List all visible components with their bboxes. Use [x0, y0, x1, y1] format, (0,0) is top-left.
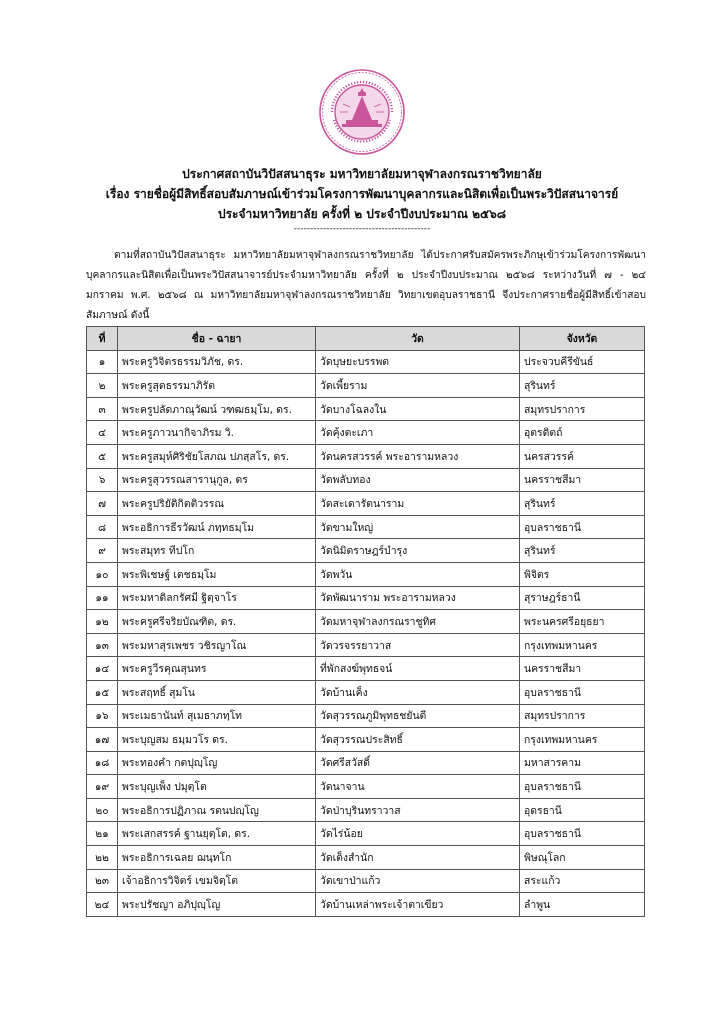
table-row: [87, 704, 645, 728]
candidate-name: พระครูปลัดภาณุวัฒน์ วฑฒธมฺโม, ดร.: [118, 397, 316, 421]
candidate-name: พระครูสมุห์ศิริชัยโสภณ ปภสฺสโร, ดร.: [118, 444, 316, 468]
row-number: ๑๙: [87, 775, 118, 799]
candidate-name: พระบุญเพ็ง ปมุตฺโต: [118, 775, 316, 799]
candidate-name: พระครูสุวรรณสารานุกูล, ดร: [118, 468, 316, 492]
candidate-name: เจ้าอธิการวิจิตร์ เขมจิตฺโต: [118, 869, 316, 893]
temple-name: วัดสุวรรณภูมิพุทธชยันตี: [316, 704, 520, 728]
temple-name: ที่พักสงฆ์พุทธจน์: [316, 657, 520, 681]
table-header-row: [87, 327, 645, 351]
header-province: จังหวัด: [520, 327, 645, 351]
header-temple: วัด: [316, 327, 520, 351]
announcement-subtitle: ประจำมหาวิทยาลัย ครั้งที่ ๒ ประจำปีงบประมาณ ๒๕๖๘: [217, 207, 507, 221]
row-number: ๓: [87, 397, 118, 421]
province-name: อุบลราชธานี: [520, 775, 645, 799]
table-row: [87, 798, 645, 822]
divider-rule: ------------------------------------------: [293, 224, 431, 234]
row-number: ๑๑: [87, 586, 118, 610]
province-name: ประจวบคีรีขันธ์: [520, 350, 645, 374]
row-number: ๑๘: [87, 751, 118, 775]
candidate-name: พระครูวิจิตรธรรมวิภัช, ดร.: [118, 350, 316, 374]
temple-name: วัดนิมิตราษฎร์บำรุง: [316, 539, 520, 563]
province-name: นครราชสีมา: [520, 468, 645, 492]
row-number: ๒๔: [87, 893, 118, 917]
province-name: พระนครศรีอยุธยา: [520, 610, 645, 634]
province-name: สุรินทร์: [520, 539, 645, 563]
table-row: [87, 397, 645, 421]
row-number: ๒: [87, 374, 118, 398]
table-row: [87, 468, 645, 492]
province-name: กรุงเทพมหานคร: [520, 633, 645, 657]
row-number: ๑๓: [87, 633, 118, 657]
candidate-name: พระมหาสุรเพชร วชิรญาโณ: [118, 633, 316, 657]
header-number: ที่: [87, 327, 118, 351]
table-row: [87, 444, 645, 468]
temple-name: วัดวรจรรยาวาส: [316, 633, 520, 657]
table-row: [87, 421, 645, 445]
province-name: มหาสารคาม: [520, 751, 645, 775]
row-number: ๒๒: [87, 846, 118, 870]
candidate-name: พระบุญสม ธมฺมวโร ดร.: [118, 728, 316, 752]
temple-name: วัดพัฒนาราม พระอารามหลวง: [316, 586, 520, 610]
table-row: [87, 633, 645, 657]
candidate-name: พระสฤทธิ์ สุมโน: [118, 680, 316, 704]
temple-name: วัดสะเดารัตนาราม: [316, 492, 520, 516]
candidate-name: พระเสกสรรค์ ฐานยุตฺโต, ดร.: [118, 822, 316, 846]
table-row: [87, 657, 645, 681]
province-name: สุรินทร์: [520, 374, 645, 398]
row-number: ๑๒: [87, 610, 118, 634]
table-row: [87, 515, 645, 539]
province-name: อุบลราชธานี: [520, 515, 645, 539]
row-number: ๑๐: [87, 562, 118, 586]
candidate-name: พระครูสุตธรรมาภิรัต: [118, 374, 316, 398]
table-row: [87, 586, 645, 610]
temple-name: วัดบ้านเค็ง: [316, 680, 520, 704]
temple-name: วัดป่าบุรินทราวาส: [316, 798, 520, 822]
candidate-name: พระสมุทร ทีปโก: [118, 539, 316, 563]
table-row: [87, 728, 645, 752]
temple-name: วัดเต็งสำนัก: [316, 846, 520, 870]
row-number: ๔: [87, 421, 118, 445]
announcement-title: ประกาศสถาบันวิปัสสนาธุระ มหาวิทยาลัยมหาจุฬาลงกรณราชวิทยาลัย: [182, 167, 542, 181]
university-seal: [318, 68, 406, 156]
province-name: พิจิตร: [520, 562, 645, 586]
province-name: สระแก้ว: [520, 869, 645, 893]
temple-name: วัดบ้านเหล่าพระเจ้าตาเขียว: [316, 893, 520, 917]
row-number: ๑๗: [87, 728, 118, 752]
province-name: นครสวรรค์: [520, 444, 645, 468]
candidate-name: พระอธิการธีรวัฒน์ ภทฺทธมฺโม: [118, 515, 316, 539]
row-number: ๒๑: [87, 822, 118, 846]
row-number: ๑๖: [87, 704, 118, 728]
candidate-name: พระครูภาวนากิจาภิรม วิ.: [118, 421, 316, 445]
row-number: ๕: [87, 444, 118, 468]
row-number: ๖: [87, 468, 118, 492]
province-name: นครราชสีมา: [520, 657, 645, 681]
temple-name: วัดบางโฉลงใน: [316, 397, 520, 421]
table-row: [87, 846, 645, 870]
table-row: [87, 822, 645, 846]
row-number: ๑: [87, 350, 118, 374]
temple-name: วัดขามใหญ่: [316, 515, 520, 539]
candidate-name: พระครูศรีจริยบัณฑิต, ดร.: [118, 610, 316, 634]
table-row: [87, 562, 645, 586]
candidate-name: พระครูวีรคุณสุนทร: [118, 657, 316, 681]
table-row: [87, 893, 645, 917]
temple-name: วัดไร่น้อย: [316, 822, 520, 846]
temple-name: วัดมหาจุฬาลงกรณราชูทิศ: [316, 610, 520, 634]
table-row: [87, 751, 645, 775]
candidate-name: พระอธิการเฉลย ฌนฺทโก: [118, 846, 316, 870]
table-row: [87, 680, 645, 704]
temple-name: วัดนครสวรรค์ พระอารามหลวง: [316, 444, 520, 468]
province-name: สมุทรปราการ: [520, 704, 645, 728]
row-number: ๒๐: [87, 798, 118, 822]
row-number: ๑๔: [87, 657, 118, 681]
province-name: พิษณุโลก: [520, 846, 645, 870]
table-row: [87, 492, 645, 516]
province-name: สุราษฎร์ธานี: [520, 586, 645, 610]
candidate-table: [86, 326, 645, 917]
table-row: [87, 350, 645, 374]
seal-emblem-icon: [318, 68, 406, 156]
temple-name: วัดพวัน: [316, 562, 520, 586]
intro-paragraph: [86, 246, 646, 326]
candidate-name: พระปรัชญา อภิปุญฺโญ: [118, 893, 316, 917]
province-name: อุบลราชธานี: [520, 680, 645, 704]
temple-name: วัดเขาป่าแก้ว: [316, 869, 520, 893]
header-name: ชื่อ - ฉายา: [118, 327, 316, 351]
candidate-name: พระพิเชษฐ์ เตชธมฺโม: [118, 562, 316, 586]
table-row: [87, 775, 645, 799]
province-name: อุบลราชธานี: [520, 822, 645, 846]
table-row: [87, 869, 645, 893]
row-number: ๘: [87, 515, 118, 539]
table-row: [87, 610, 645, 634]
province-name: อุตรดิตถ์: [520, 421, 645, 445]
candidate-name: พระมหาดิลกรัศมี ฐิตฺจาโร: [118, 586, 316, 610]
temple-name: วัดศรีสวัสดิ์: [316, 751, 520, 775]
candidate-name: พระครูปริยัติกิตติวรรณ: [118, 492, 316, 516]
temple-name: วัดพลับทอง: [316, 468, 520, 492]
intro-text: ตามที่สถาบันวิปัสสนาธุระ มหาวิทยาลัยมหาจุฬาลงกรณราชวิทยาลัย ได้ประกาศรับสมัครพระภิกษุเข้าร่วมโครงการพัฒนาบุคลากรและนิสิตเพื่อเป็นพระวิปัสสนาจารย์ประจำมหาวิทยาลัย ครั้งที่ ๒ ประจำปีงบประมาณ ๒๕๖๘ ระหว่างวันที่ ๗ - ๒๔ มกราคม พ.ศ. ๒๕๖๘ ณ มหาวิทยาลัยมหาจุฬาลงกรณราชวิทยาลัย วิทยาเขตอุบลราชธานี จึงประกาศรายชื่อผู้มีสิทธิ์เข้าสอบสัมภาษณ์ ดังนี้: [86, 250, 646, 321]
row-number: ๑๕: [87, 680, 118, 704]
province-name: สมุทรปราการ: [520, 397, 645, 421]
province-name: สุรินทร์: [520, 492, 645, 516]
temple-name: วัดสุวรรณประสิทธิ์: [316, 728, 520, 752]
temple-name: วัดบุษยะบรรพต: [316, 350, 520, 374]
candidate-name: พระอธิการปฏิภาณ รตนปญฺโญ: [118, 798, 316, 822]
candidate-name: พระเมธานันท์ สุเมธาภทฺโท: [118, 704, 316, 728]
temple-name: วัดเพี้ยราม: [316, 374, 520, 398]
row-number: ๗: [87, 492, 118, 516]
table-row: [87, 374, 645, 398]
temple-name: วัดคุ้งตะเภา: [316, 421, 520, 445]
province-name: อุดรธานี: [520, 798, 645, 822]
temple-name: วัดนาจาน: [316, 775, 520, 799]
province-name: ลำพูน: [520, 893, 645, 917]
announcement-subject: เรื่อง รายชื่อผู้มีสิทธิ์สอบสัมภาษณ์เข้าร่วมโครงการพัฒนาบุคลากรและนิสิตเพื่อเป็นพระวิปัสสนาจารย์: [105, 187, 619, 201]
row-number: ๒๓: [87, 869, 118, 893]
province-name: กรุงเทพมหานคร: [520, 728, 645, 752]
table-row: [87, 539, 645, 563]
row-number: ๙: [87, 539, 118, 563]
candidate-name: พระทองคำ กตปุญฺโญ: [118, 751, 316, 775]
